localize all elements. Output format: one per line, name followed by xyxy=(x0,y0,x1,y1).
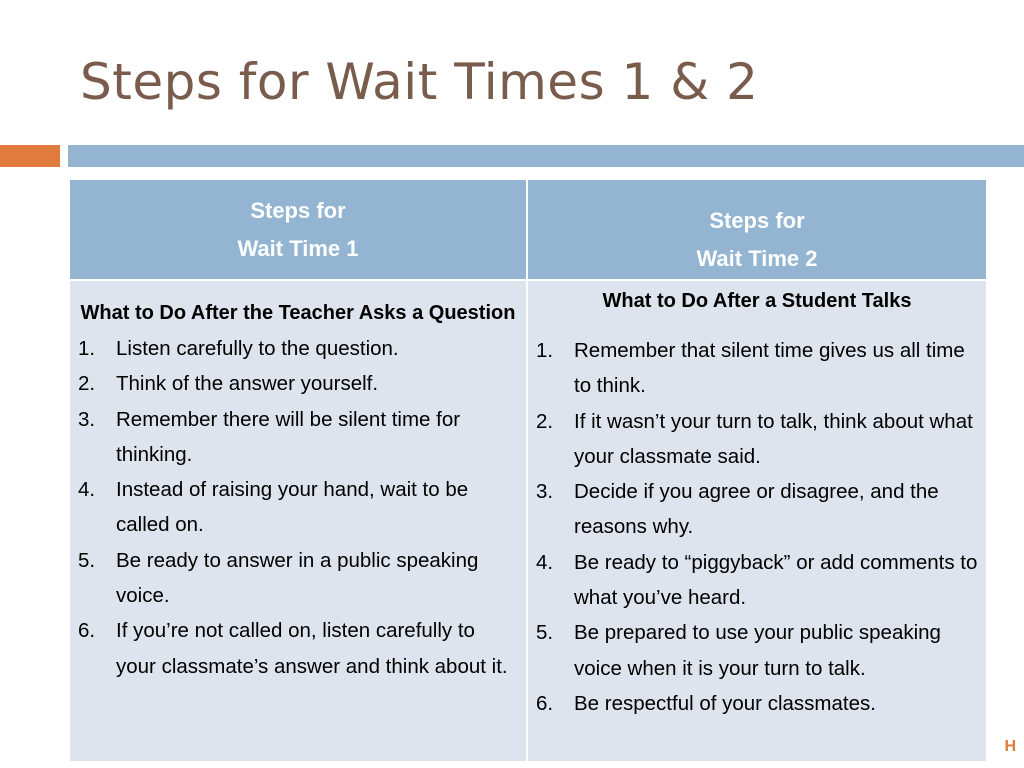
header-line: Steps for xyxy=(250,198,346,223)
header-line: Wait Time 1 xyxy=(237,236,359,261)
cell-heading: What to Do After a Student Talks xyxy=(602,290,912,312)
accent-bar-orange xyxy=(0,145,60,167)
steps-table xyxy=(68,178,988,763)
wait-time-2-cell xyxy=(527,280,987,762)
header-wait-time-2 xyxy=(527,179,987,280)
cell-heading: What to Do After the Teacher Asks a Question xyxy=(80,302,516,324)
item-number: 1. xyxy=(78,337,96,360)
steps-list-1 xyxy=(70,331,526,684)
list-item xyxy=(70,366,526,401)
table-header-row xyxy=(69,179,987,280)
header-wait-time-1 xyxy=(69,179,527,280)
item-text: Remember that silent time gives us all time to think. xyxy=(574,339,965,398)
list-item xyxy=(528,615,986,686)
item-text: Be ready to answer in a public speaking voice. xyxy=(116,548,479,608)
list-item xyxy=(528,404,986,475)
item-text: Remember there will be silent time for thinking. xyxy=(116,407,461,466)
item-number: 4. xyxy=(78,478,96,502)
item-text: Think of the answer yourself. xyxy=(116,372,379,396)
list-item xyxy=(528,474,986,545)
item-number: 5. xyxy=(536,621,554,645)
item-number: 2. xyxy=(536,409,554,433)
item-number: 3. xyxy=(536,480,554,504)
item-number: 2. xyxy=(78,372,96,396)
corner-mark: H xyxy=(1004,738,1016,755)
item-text: If it wasn’t your turn to talk, think about what your classmate said. xyxy=(574,409,973,468)
item-text: Be prepared to use your public speaking voice when it is your turn to talk. xyxy=(574,621,941,680)
item-text: Instead of raising your hand, wait to be called on. xyxy=(116,478,469,537)
item-text: Listen carefully to the question. xyxy=(116,337,399,360)
list-item xyxy=(528,686,986,721)
header-line: Steps for xyxy=(709,208,805,233)
item-text: If you’re not called on, listen carefully to your classmate’s answer and think about it. xyxy=(116,619,508,678)
list-item xyxy=(528,545,986,616)
item-number: 3. xyxy=(78,407,96,431)
list-item xyxy=(528,333,986,404)
item-number: 1. xyxy=(536,339,554,362)
list-item xyxy=(70,331,526,366)
wait-time-1-cell xyxy=(69,280,527,762)
item-text: Be ready to “piggyback” or add comments to what you’ve heard. xyxy=(574,550,978,610)
item-number: 4. xyxy=(536,550,554,574)
header-line: Wait Time 2 xyxy=(696,246,818,271)
table-body-row xyxy=(69,280,987,762)
accent-bar-blue xyxy=(68,145,1024,167)
item-text: Be respectful of your classmates. xyxy=(574,691,876,715)
item-number: 6. xyxy=(536,691,554,715)
list-item xyxy=(70,543,526,614)
steps-list-2 xyxy=(528,333,986,721)
list-item xyxy=(70,613,526,684)
list-item xyxy=(70,472,526,543)
item-number: 5. xyxy=(78,548,96,572)
slide-title: Steps for Wait Times 1 & 2 xyxy=(80,53,759,111)
item-text: Decide if you agree or disagree, and the reasons why. xyxy=(574,480,939,539)
item-number: 6. xyxy=(78,619,96,643)
list-item xyxy=(70,402,526,473)
